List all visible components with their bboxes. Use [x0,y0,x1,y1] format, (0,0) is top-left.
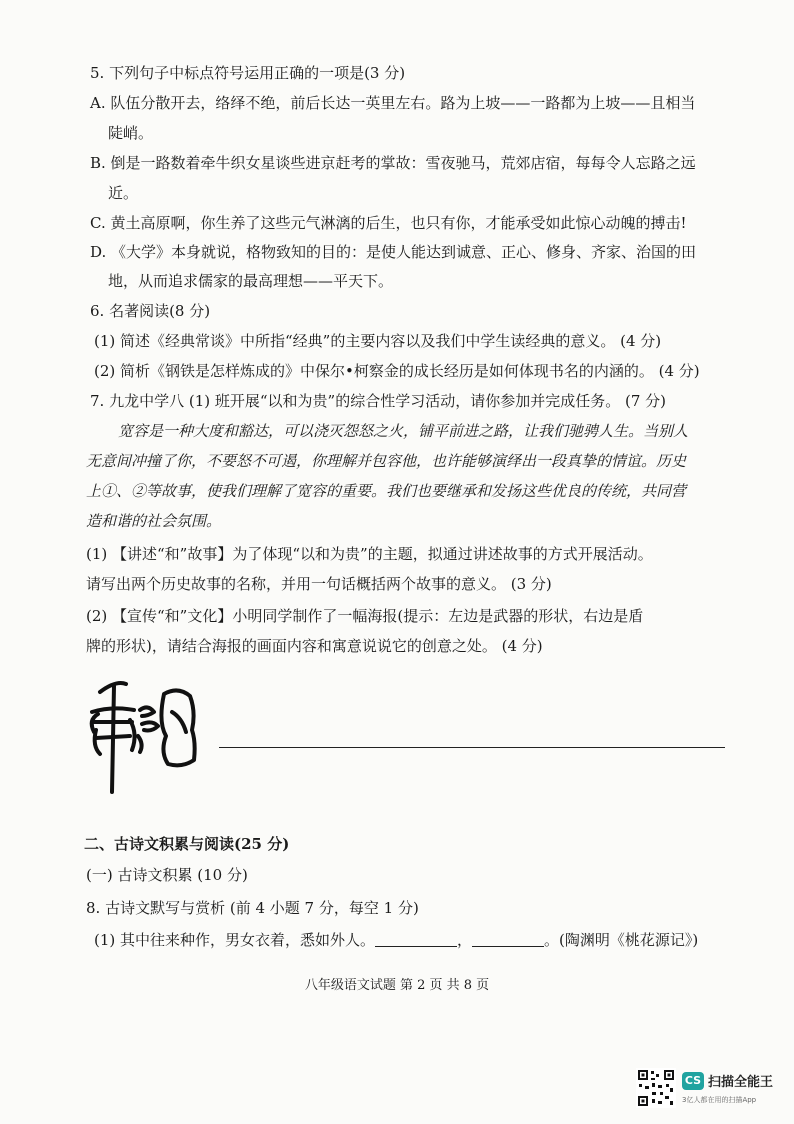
q5-option-a: A. 队伍分散开去，络绎不绝，前后长达一英里左右。路为上坡——一路都为上坡——且相当 [90,94,696,112]
q8-sub-1 [94,929,698,951]
q5-stem: 5. 下列句子中标点符号运用正确的一项是(3 分) [90,64,406,82]
q7-passage-line-1: 宽容是一种大度和豁达，可以浇灭怨怒之火，铺平前进之路，让我们驰骋人生。当别人 [118,422,689,440]
page-footer: 八年级语文试题 第 2 页 共 8 页 [304,978,490,993]
section-2-title: 二、古诗文积累与阅读(25 分) [84,835,290,853]
q7-passage-line-4: 造和谐的社会氛围。 [86,512,222,530]
camscanner-logo: CS [682,1072,704,1090]
q8-sub-1-text: (1) 其中往来种作，男女衣着，悉如外人。 [94,931,376,949]
q5-option-d: D. 《大学》本身就说，格物致知的目的：是使人能达到诚意、正心、修身、齐家、治国的田 [90,243,697,261]
he-poster-image [82,672,212,802]
q5-option-d-cont: 地，从而追求儒家的最高理想——平天下。 [108,272,394,290]
q5-option-b-cont: 近。 [108,184,139,202]
q8-stem: 8. 古诗文默写与赏析 (前 4 小题 7 分，每空 1 分) [86,899,419,917]
q6-stem: 6. 名著阅读(8 分) [90,302,211,320]
q8-sub-1-comma: ， [457,931,473,949]
section-2-subtitle: (一) 古诗文积累 (10 分) [86,866,248,884]
q7-stem: 7. 九龙中学八 (1) 班开展“以和为贵”的综合性学习活动，请你参加并完成任务。 (7 分) [90,392,666,410]
camscanner-tagline: 3亿人都在用的扫描App [682,1096,757,1104]
q8-blank-2[interactable] [472,930,544,947]
q5-option-c: C. 黄土高原啊，你生养了这些元气淋漓的后生，也只有你，才能承受如此惊心动魄的搏击! [90,214,687,232]
q6-sub-2: (2) 简析《钢铁是怎样炼成的》中保尔•柯察金的成长经历是如何体现书名的内涵的。 (4 分) [94,362,700,380]
q5-option-b: B. 倒是一路数着牵牛织女星谈些进京赶考的掌故：雪夜驰马，荒郊店宿，每每令人忘路之远 [90,154,696,172]
q5-option-a-cont: 陡峭。 [108,124,154,142]
camscanner-name: 扫描全能王 [708,1075,774,1090]
q6-sub-1: (1) 简述《经典常谈》中所指“经典”的主要内容以及我们中学生读经典的意义。 (4 分) [94,332,662,350]
q7-task-1: (1) 【讲述“和”故事】为了体现“以和为贵”的主题，拟通过讲述故事的方式开展活动。 [86,545,653,563]
answer-line[interactable] [219,747,725,748]
q7-passage-line-2: 无意间冲撞了你，不要怒不可遏，你理解并包容他，也许能够演绎出一段真挚的情谊。历史 [86,452,687,470]
scanner-badge [636,1068,786,1112]
q7-task-1-cont: 请写出两个历史故事的名称，并用一句话概括两个故事的意义。 (3 分) [86,575,552,593]
q7-passage-line-3: 上①、②等故事，使我们理解了宽容的重要。我们也要继承和发扬这些优良的传统，共同营 [86,482,687,500]
q8-sub-1-source: 。(陶渊明《桃花源记》) [544,931,699,949]
q7-task-2: (2) 【宣传“和”文化】小明同学制作了一幅海报(提示：左边是武器的形状，右边是盾 [86,607,644,625]
q7-task-2-cont: 牌的形状)，请结合海报的画面内容和寓意说说它的创意之处。 (4 分) [86,637,543,655]
q8-blank-1[interactable] [375,930,457,947]
qr-code-icon [636,1068,676,1108]
